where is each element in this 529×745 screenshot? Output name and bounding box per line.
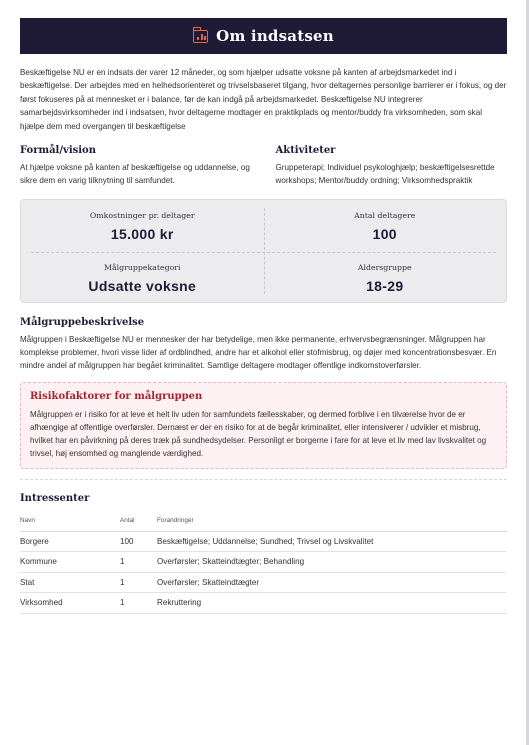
cell-changes: Overførsler; Skatteindtægter; Behandling (157, 552, 507, 573)
cell-name: Stat (20, 572, 120, 593)
intro-text: Beskæftigelse NU er en indsats der varer 12 måneder, og som hjælper udsatte voksne på kanten af arbejdsmarkedet ind i beskæftigelse. Der arbejdes med en helhedsorienteret og trivselsbaseret tilgang, hvor deltagernes personlige barrierer er i fokus, og der først fokuseres på at mennesket er i balance, før de kan indgå på arbejdsmarkedet. Beskæftigelse NU integrerer samarbejdsvirksomheder ind i indsatsen, hvor deltagerne modtager en praktikplads og mentor/buddy fra virksomheden, som skal hjælpe dem med overgangen til beskæftigelse (20, 68, 507, 131)
column-header-name: Navn (20, 511, 120, 531)
stats-divider-horizontal (31, 252, 496, 253)
table-row (20, 593, 507, 614)
target-description-text: Målgruppen i Beskæftigelse NU er mennesker der har betydelige, men ikke permanente, erhvervsbegrænsninger. Målgruppen har komplekse problemer, hvori visse lider af ordblindhed, andre har et alkohol eller stofmisbrug, og døjer med koncentrationsbesvær. En mindre andel af målgruppen har begået kriminalitet. Samtlige deltagere modtager offentlige indkomstoverførsler. (20, 335, 497, 371)
table-header-row (20, 511, 507, 531)
purpose-section (20, 145, 252, 187)
purpose-text: At hjælpe voksne på kanten af beskæftigelse og uddannelse, og sikre dem en varig tilknytning til samfundet. (20, 163, 250, 186)
stat-value: 18-29 (366, 278, 404, 295)
stakeholders-section (20, 493, 507, 614)
column-header-changes: Forandringer (157, 511, 507, 531)
risk-factors-text: Målgruppen er i risiko for at leve et helt liv uden for samfundets fællesskaber, og dermed forblive i en tilværelse hvor de er afhængige af offentlige overførsler. Dernæst er der en risiko for at de begår kriminalitet, eller intensiverer / udvikler et misbrug, hvilket har en påvirkning på deres træk på sundhedsydelser. Personligt er borgerne i fare for at leve et liv med lav livskvalitet og trivsel, høj ensomhed og manglende værdighed. (30, 410, 487, 459)
stat-label: Antal deltagere (354, 211, 416, 221)
cell-name: Kommune (20, 552, 120, 573)
activities-section (276, 145, 508, 187)
stakeholders-table (20, 511, 507, 614)
cell-count: 1 (120, 593, 157, 614)
chart-report-icon (193, 30, 208, 43)
page-title: Om indsatsen (216, 27, 334, 45)
table-row (20, 572, 507, 593)
stat-label: Målgruppekategori (104, 263, 181, 273)
stat-target-category (21, 263, 264, 294)
risk-factors-box (20, 382, 507, 469)
risk-factors-heading: Risikofaktorer for målgruppen (30, 391, 203, 403)
page-header (20, 18, 507, 54)
activities-heading: Aktiviteter (275, 145, 336, 157)
purpose-activities (20, 145, 507, 187)
cell-count: 1 (120, 552, 157, 573)
target-description-heading: Målgruppebeskrivelse (20, 317, 145, 329)
stat-value: 15.000 kr (110, 226, 174, 243)
report-page (20, 18, 507, 614)
stat-age-group (264, 263, 507, 294)
purpose-heading: Formål/vision (20, 145, 96, 157)
cell-changes: Rekruttering (157, 593, 507, 614)
stat-value: 100 (372, 226, 397, 243)
section-divider (20, 479, 507, 480)
stat-participants (264, 211, 507, 242)
stat-cost (21, 211, 264, 242)
activities-text: Gruppeterapi; Individuel psykologhjælp; beskæftigelsesrettde workshops; Mentor/buddy ordning; Virksomhedspraktik (275, 163, 495, 186)
stakeholders-heading: Intressenter (20, 493, 90, 505)
table-row (20, 552, 507, 573)
stat-label: Aldersgruppe (357, 263, 412, 273)
cell-name: Virksomhed (20, 593, 120, 614)
key-figures-box (20, 199, 507, 303)
cell-count: 100 (120, 531, 157, 552)
table-row (20, 531, 507, 552)
cell-name: Borgere (20, 531, 120, 552)
cell-changes: Overførsler; Skatteindtægter (157, 572, 507, 593)
stat-value: Udsatte voksne (88, 278, 197, 295)
column-header-count: Antal (120, 511, 157, 531)
stat-label: Omkostninger pr. deltager (89, 211, 195, 221)
cell-count: 1 (120, 572, 157, 593)
target-description-section (20, 317, 507, 372)
cell-changes: Beskæftigelse; Uddannelse; Sundhed; Trivsel og Livskvalitet (157, 531, 507, 552)
